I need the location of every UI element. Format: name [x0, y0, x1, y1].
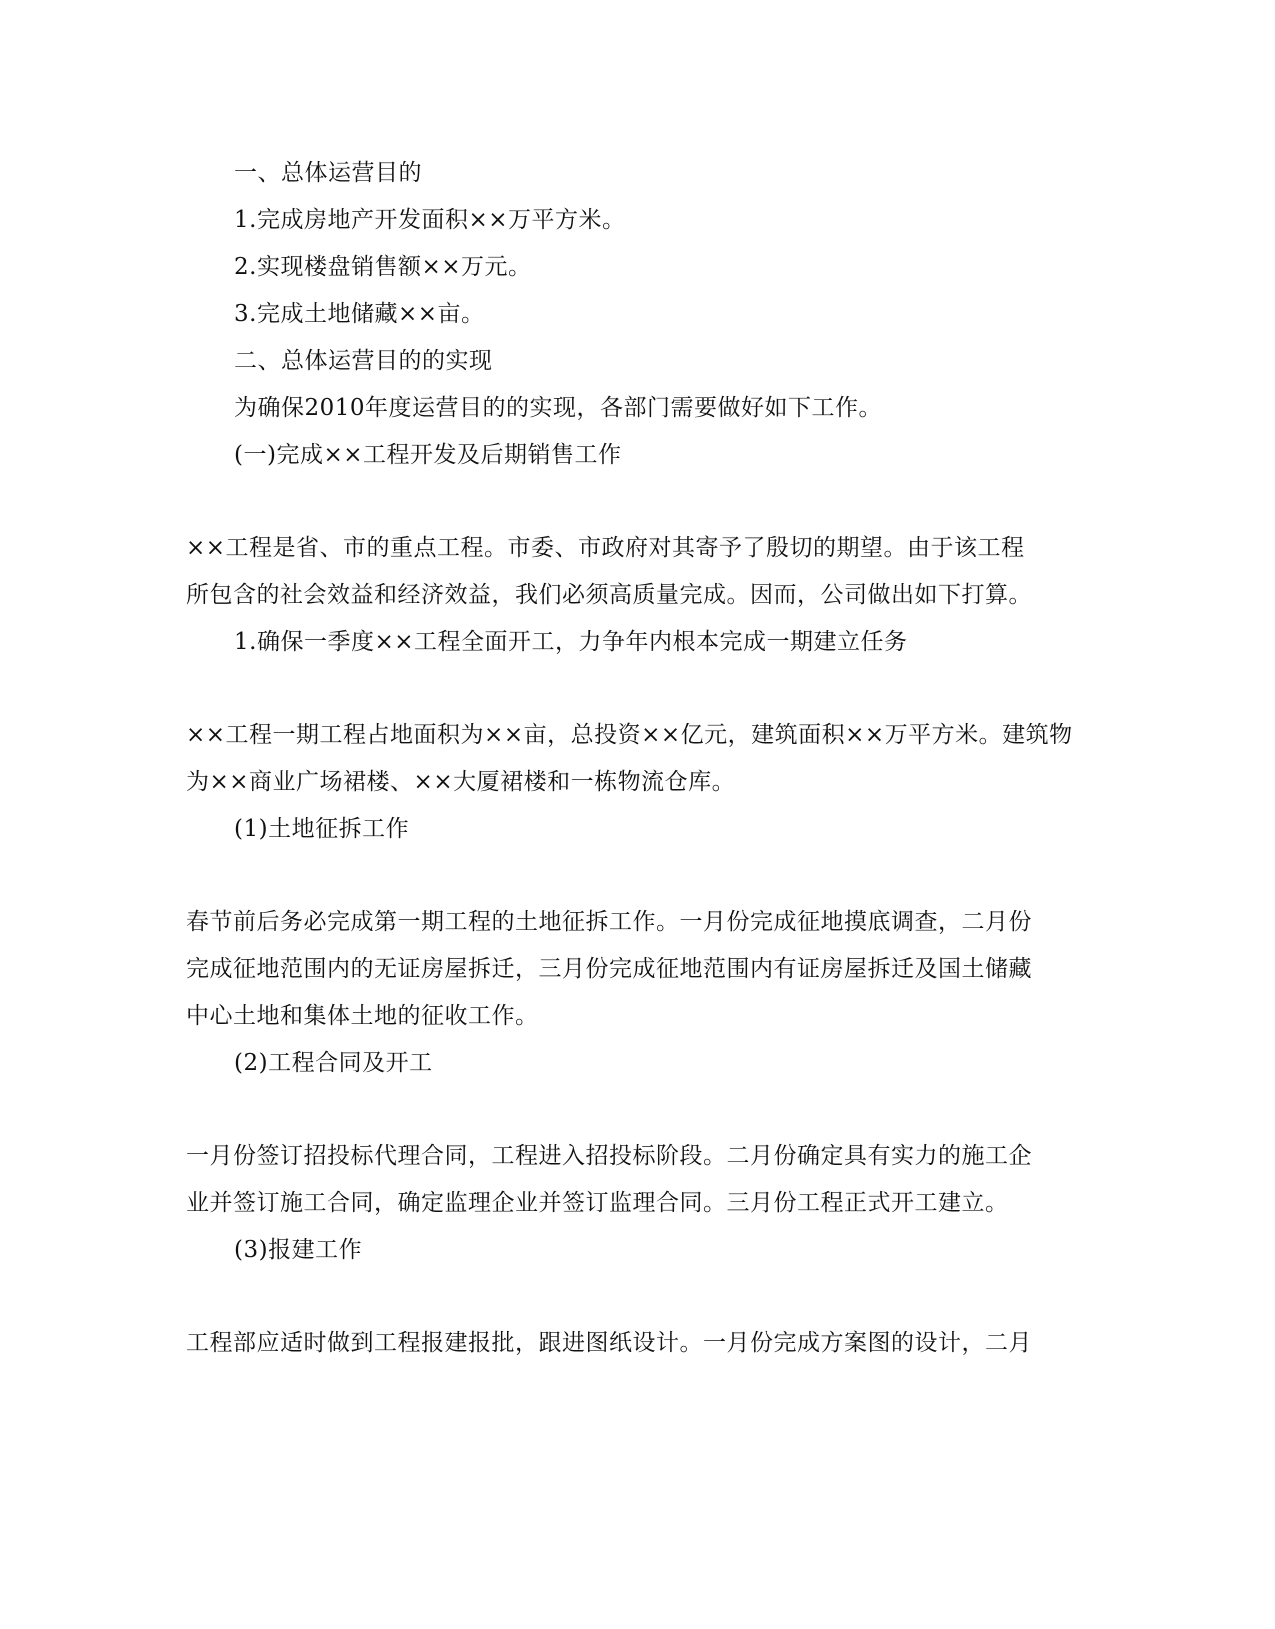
paragraph-line: 为××商业广场裙楼、××大厦裙楼和一栋物流仓库。 — [186, 769, 736, 795]
paragraph-line: 所包含的社会效益和经济效益，我们必须高质量完成。因而，公司做出如下打算。 — [186, 582, 1032, 608]
paragraph-line: ××工程是省、市的重点工程。市委、市政府对其寄予了殷切的期望。由于该工程 — [186, 535, 1025, 561]
paragraph-line: 完成征地范围内的无证房屋拆迁，三月份完成征地范围内有证房屋拆迁及国土储藏 — [186, 956, 1032, 982]
intro-paragraph: 为确保2010年度运营目的的实现，各部门需要做好如下工作。 — [234, 395, 883, 421]
goal-item-1: 1.完成房地产开发面积××万平方米。 — [234, 207, 626, 233]
paragraph-line: ××工程一期工程占地面积为××亩，总投资××亿元，建筑面积××万平方米。建筑物 — [186, 722, 1073, 748]
paragraph-line: 业并签订施工合同，确定监理企业并签订监理合同。三月份工程正式开工建立。 — [186, 1190, 1009, 1216]
section-heading-1: 一、总体运营目的 — [234, 160, 422, 186]
item-heading-1: (1)土地征拆工作 — [234, 816, 410, 842]
goal-item-2: 2.实现楼盘销售额××万元。 — [234, 254, 532, 280]
goal-item-3: 3.完成土地储藏××亩。 — [234, 301, 485, 327]
item-heading-3: (3)报建工作 — [234, 1237, 363, 1263]
task-heading-1: 1.确保一季度××工程全面开工，力争年内根本完成一期建立任务 — [234, 629, 908, 655]
item-heading-2: (2)工程合同及开工 — [234, 1050, 433, 1076]
section-heading-2: 二、总体运营目的的实现 — [234, 348, 493, 374]
subsection-heading-1: (一)完成××工程开发及后期销售工作 — [234, 442, 622, 468]
paragraph-line: 一月份签订招投标代理合同，工程进入招投标阶段。二月份确定具有实力的施工企 — [186, 1143, 1032, 1169]
paragraph-line: 春节前后务必完成第一期工程的土地征拆工作。一月份完成征地摸底调查，二月份 — [186, 909, 1032, 935]
paragraph-line: 中心土地和集体土地的征收工作。 — [186, 1003, 539, 1029]
paragraph-line: 工程部应适时做到工程报建报批，跟进图纸设计。一月份完成方案图的设计，二月 — [186, 1330, 1032, 1356]
